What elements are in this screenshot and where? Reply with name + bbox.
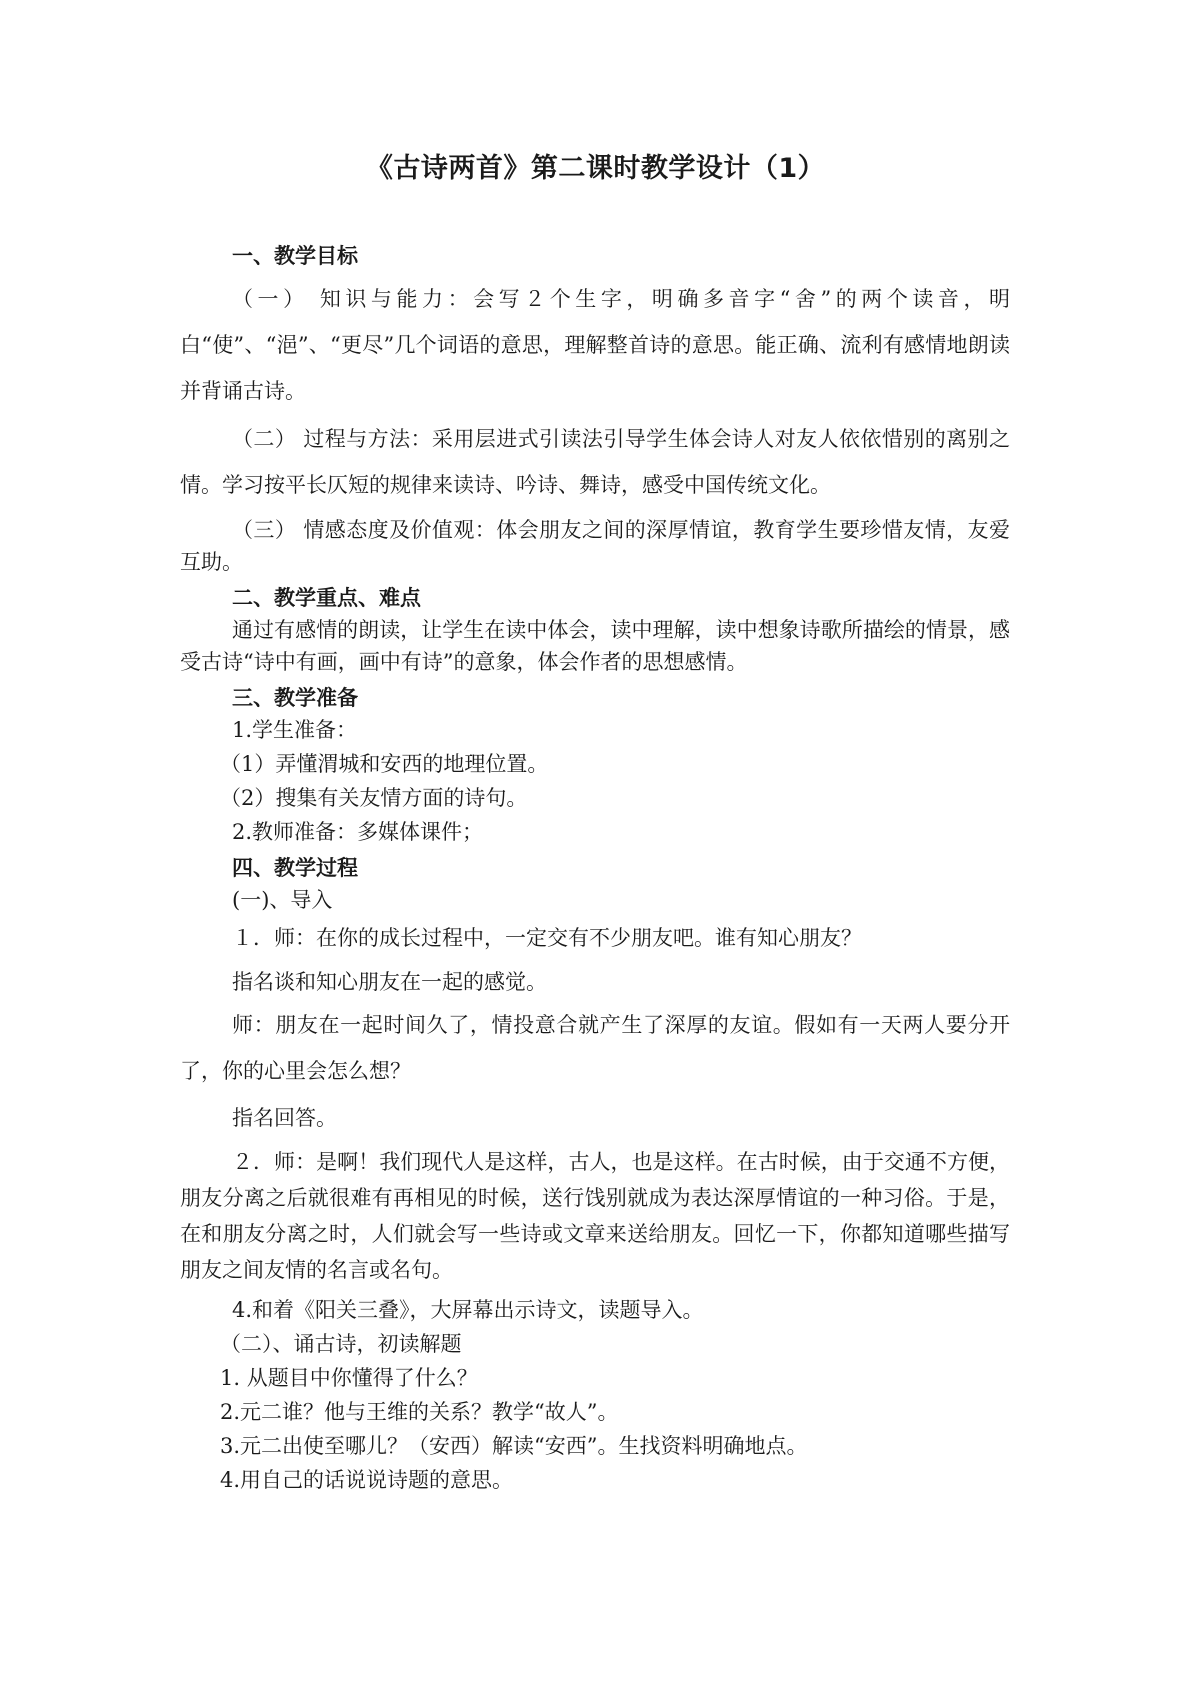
section-heading-preparation: 三、教学准备 bbox=[232, 686, 358, 710]
subsection-heading-intro: (一)、导入 bbox=[232, 888, 333, 912]
list-item: 1. 从题目中你懂得了什么？ bbox=[220, 1366, 478, 1390]
paragraph-intro-1: １．师：在你的成长过程中，一定交有不少朋友吧。谁有知心朋友？ bbox=[232, 926, 862, 950]
document-title: 《古诗两首》第二课时教学设计（1） bbox=[365, 153, 826, 184]
paragraph-intro-4: 指名回答。 bbox=[232, 1106, 337, 1130]
list-item: 2.元二谁？他与王维的关系？教学“故人”。 bbox=[220, 1400, 619, 1424]
list-item: 2.教师准备：多媒体课件； bbox=[232, 820, 484, 844]
paragraph-knowledge-ability: （一） 知识与能力：会写２个生字，明确多音字“舍”的两个读音，明白“使”、“浥”、“更尽”几个词语的意思，理解整首诗的意思。能正确、流利有感情地朗读并背诵古诗。 bbox=[180, 287, 1010, 403]
subsection-heading-reading: （二）、诵古诗，初读解题 bbox=[220, 1332, 462, 1356]
paragraph-key-points: 通过有感情的朗读，让学生在读中体会，读中理解，读中想象诗歌所描绘的情景，感受古诗“诗中有画，画中有诗”的意象，体会作者的思想感情。 bbox=[180, 618, 1010, 674]
paragraph-process-method: （二） 过程与方法：采用层进式引读法引导学生体会诗人对友人依依惜别的离别之情。学习按平长仄短的规律来读诗、吟诗、舞诗，感受中国传统文化。 bbox=[180, 427, 1010, 497]
list-item: 4.用自己的话说说诗题的意思。 bbox=[220, 1468, 514, 1492]
section-heading-process: 四、教学过程 bbox=[232, 856, 358, 880]
section-heading-objectives: 一、教学目标 bbox=[232, 244, 358, 268]
list-item: 3.元二出使至哪儿？（安西）解读“安西”。生找资料明确地点。 bbox=[220, 1434, 808, 1458]
document-body bbox=[180, 240, 1010, 1496]
list-item: （1）弄懂渭城和安西的地理位置。 bbox=[220, 752, 549, 776]
paragraph-intro-5: ２．师：是啊！我们现代人是这样，古人，也是这样。在古时候，由于交通不方便，朋友分离之后就很难有再相见的时候，送行饯别就成为表达深厚情谊的一种习俗。于是，在和朋友分离之时，人们就会写一些诗或文章来送给朋友。回忆一下，你都知道哪些描写朋友之间友情的名言或名句。 bbox=[180, 1150, 1010, 1282]
paragraph-intro-2: 指名谈和知心朋友在一起的感觉。 bbox=[232, 970, 547, 994]
paragraph-intro-3: 师：朋友在一起时间久了，情投意合就产生了深厚的友谊。假如有一天两人要分开了，你的心里会怎么想？ bbox=[180, 1013, 1010, 1083]
list-item: 1.学生准备： bbox=[232, 718, 358, 742]
list-item: （2）搜集有关友情方面的诗句。 bbox=[220, 786, 528, 810]
section-heading-key-points: 二、教学重点、难点 bbox=[232, 586, 421, 610]
paragraph-emotion-values: （三） 情感态度及价值观：体会朋友之间的深厚情谊，教育学生要珍惜友情，友爱互助。 bbox=[180, 518, 1010, 574]
paragraph-intro-6: 4.和着《阳关三叠》，大屏幕出示诗文，读题导入。 bbox=[232, 1298, 704, 1322]
